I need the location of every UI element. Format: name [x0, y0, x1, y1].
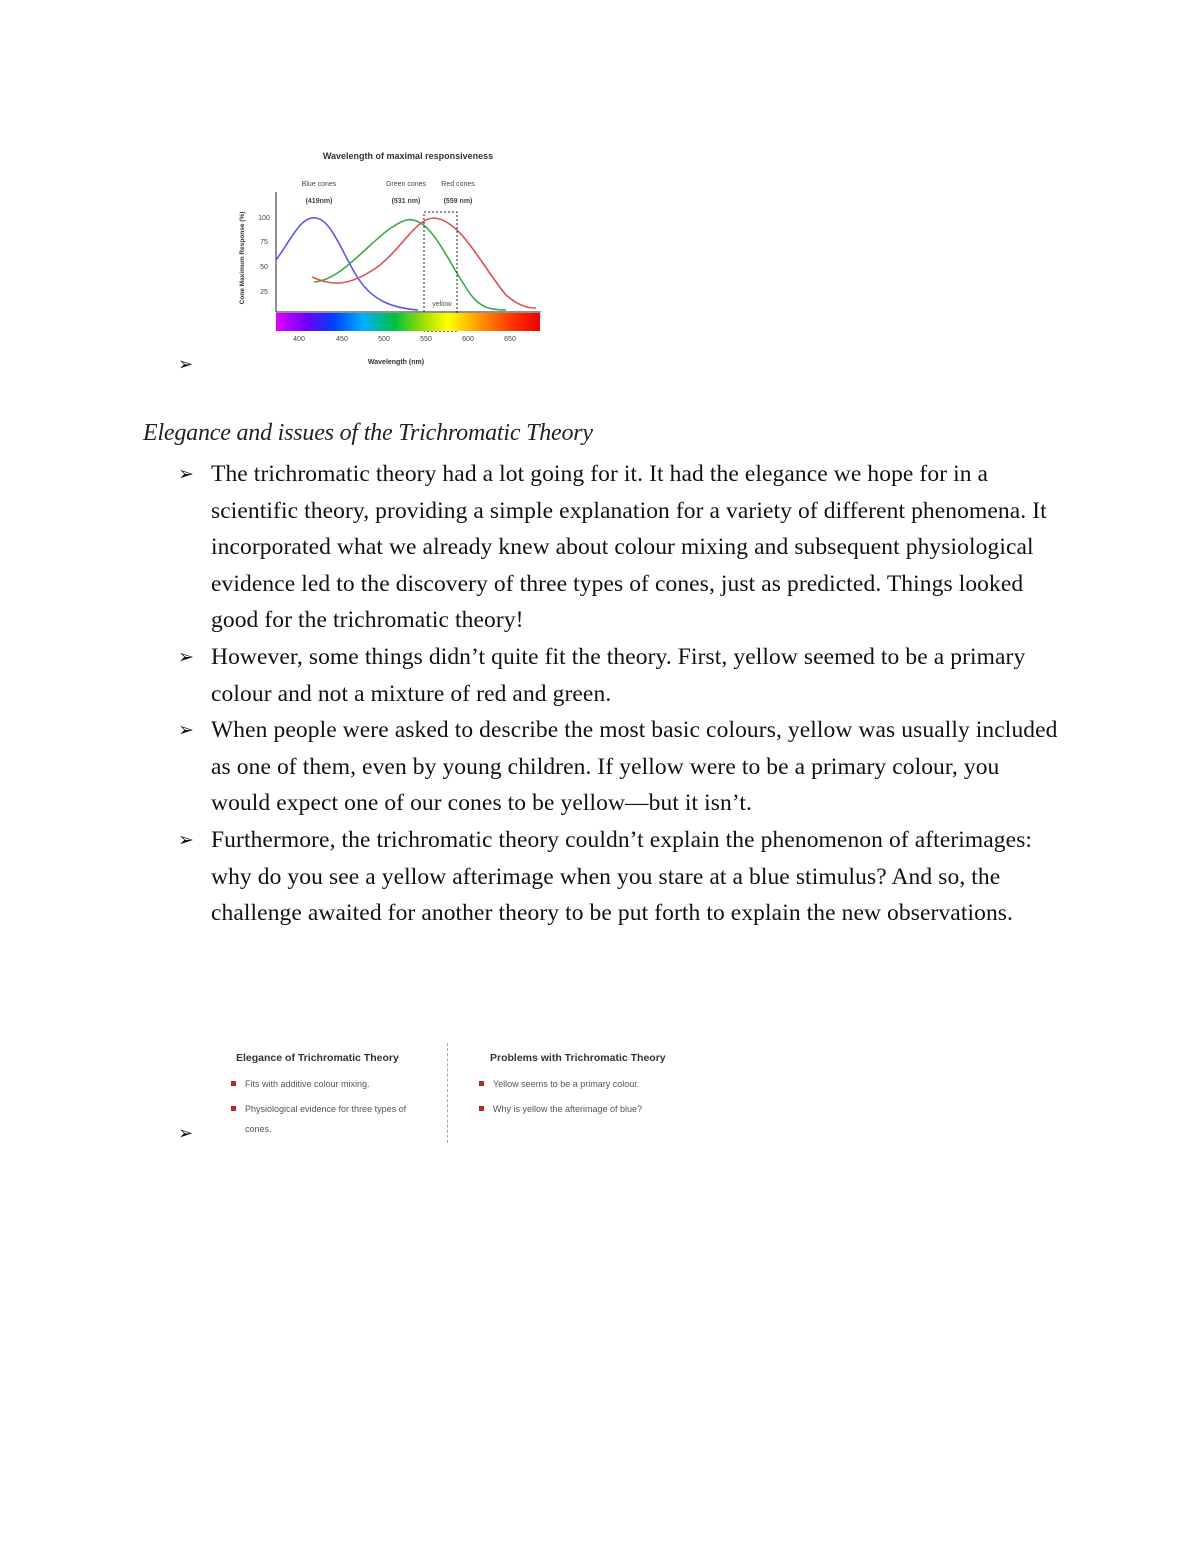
x-axis-label: Wavelength (nm) — [367, 359, 425, 366]
arrow-bullet-icon: ➢ — [178, 645, 195, 668]
bullet-square-icon — [231, 1081, 236, 1086]
x-tick-600: 600 — [462, 336, 474, 343]
spectrum-bar — [276, 313, 540, 331]
x-tick-650: 650 — [504, 336, 516, 343]
list-item — [0, 712, 1061, 822]
blue-cones-label: Blue cones — [301, 181, 337, 188]
column-divider — [447, 1043, 448, 1143]
y-tick-75: 75 — [260, 239, 268, 246]
elegance-problems-figure — [216, 1040, 676, 1145]
figure1-arrow-bullet-icon: ➢ — [178, 354, 194, 375]
x-tick-500: 500 — [378, 336, 390, 343]
x-tick-450: 450 — [336, 336, 348, 343]
x-tick-550: 550 — [420, 336, 432, 343]
list-item — [0, 456, 1061, 639]
green-cones-peak: (531 nm) — [391, 198, 421, 205]
list-item — [0, 822, 1061, 932]
elegance-title: Elegance of Trichromatic Theory — [236, 1052, 399, 1064]
cone-response-svg — [216, 140, 561, 375]
red-cones-peak: (559 nm) — [443, 198, 473, 205]
bullet-list — [0, 456, 1200, 932]
problems-item: Yellow seems to be a primary colour. — [493, 1079, 640, 1089]
bullet-square-icon — [479, 1106, 484, 1111]
chart-title: Wavelength of maximal responsiveness — [322, 151, 494, 161]
elegance-item-continued: cones. — [245, 1124, 272, 1134]
bullet-text: When people were asked to describe the most basic colours, yellow was usually included as one of them, even by young children. If yellow were to be a primary colour, you would expect one of our cones to be yellow—but it isn’t. — [211, 717, 1058, 817]
cone-response-figure — [216, 140, 561, 375]
list-item — [0, 639, 1061, 712]
arrow-bullet-icon: ➢ — [178, 719, 195, 742]
arrow-bullet-icon: ➢ — [178, 828, 195, 851]
problems-title: Problems with Trichromatic Theory — [490, 1052, 666, 1064]
elegance-item: Fits with additive colour mixing. — [245, 1079, 370, 1089]
bullet-text: However, some things didn’t quite fit the theory. First, yellow seemed to be a primary colour and not a mixture of red and green. — [211, 643, 1026, 707]
section-heading: Elegance and issues of the Trichromatic Theory — [143, 420, 593, 446]
yellow-label: yellow — [432, 301, 452, 308]
blue-cone-curve — [276, 218, 418, 310]
y-tick-25: 25 — [260, 289, 268, 296]
problems-item: Why is yellow the afterimage of blue? — [493, 1104, 643, 1114]
figure2-arrow-bullet-icon: ➢ — [178, 1123, 194, 1144]
red-cones-label: Red cones — [441, 181, 475, 188]
bullet-text: Furthermore, the trichromatic theory couldn’t explain the phenomenon of afterimages: why do you see a yellow afterimage when you stare at a blue stimulus? And so, the challenge awaited for another theory to be put forth to explain the new observations. — [211, 826, 1033, 927]
elegance-item: Physiological evidence for three types of — [245, 1104, 407, 1114]
y-tick-100: 100 — [258, 215, 270, 222]
bullet-square-icon — [479, 1081, 484, 1086]
y-axis-label: Cone Maximum Response (%) — [239, 211, 246, 305]
blue-cones-peak: (419nm) — [305, 198, 333, 205]
bullet-text: The trichromatic theory had a lot going for it. It had the elegance we hope for in a scientific theory, providing a simple explanation for a variety of different phenomena. It incorporated what we already knew about colour mixing and subsequent physiological evidence led to the discovery of three types of cones, just as predicted. Things looked good for the trichromatic theory! — [211, 461, 1047, 634]
x-tick-400: 400 — [293, 336, 305, 343]
green-cones-label: Green cones — [385, 181, 427, 188]
y-tick-50: 50 — [260, 264, 268, 271]
bullet-square-icon — [231, 1106, 236, 1111]
arrow-bullet-icon: ➢ — [178, 463, 195, 485]
